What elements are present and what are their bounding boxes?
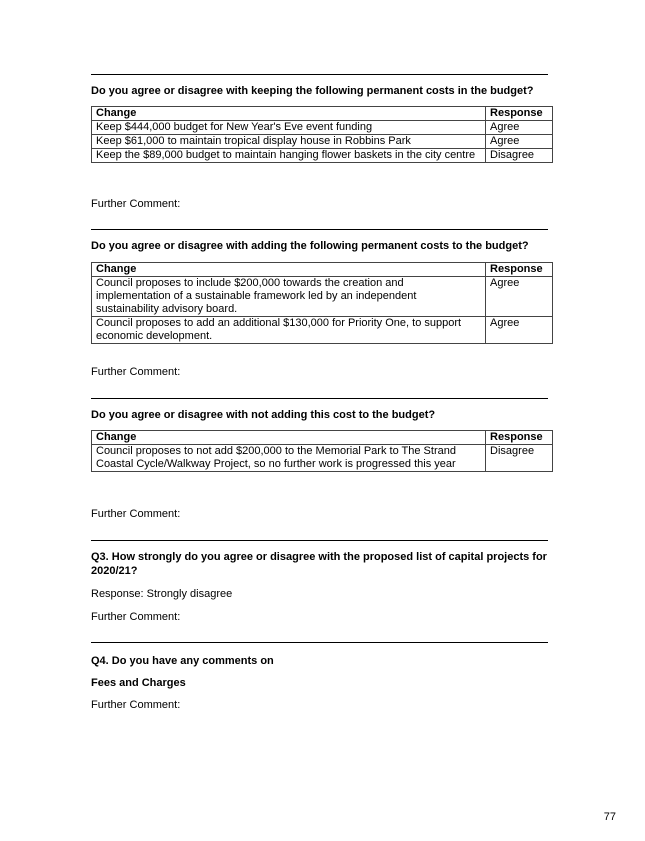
response-table (91, 430, 553, 472)
response-cell: Agree (486, 135, 553, 149)
further-comment-label: Further Comment: (91, 366, 181, 378)
question-heading: Do you agree or disagree with adding the following permanent costs to the budget? (91, 240, 529, 252)
response-text: Response: Strongly disagree (91, 588, 233, 600)
response-cell: Disagree (486, 149, 553, 163)
page-number: 77 (603, 811, 616, 823)
question-heading: Q3. How strongly do you agree or disagree with the proposed list of capital projects for 2020/21? (91, 551, 547, 577)
table-row (92, 277, 553, 317)
response-cell: Agree (486, 277, 553, 317)
section-divider (91, 74, 548, 75)
table-header-row (92, 431, 553, 445)
table-header-row (92, 107, 553, 121)
change-cell: Keep the $89,000 budget to maintain hanging flower baskets in the city centre (92, 149, 486, 163)
subheading: Fees and Charges (91, 677, 186, 689)
section-divider (91, 398, 548, 399)
column-header-change: Change (92, 263, 486, 277)
table-header-row (92, 263, 553, 277)
column-header-response: Response (486, 107, 553, 121)
table-row (92, 445, 553, 472)
change-cell: Council proposes to include $200,000 towards the creation and implementation of a sustainable framework led by an independent sustainability advisory board. (92, 277, 486, 317)
change-cell: Council proposes to add an additional $130,000 for Priority One, to support economic development. (92, 317, 486, 344)
column-header-response: Response (486, 431, 553, 445)
section-divider (91, 229, 548, 230)
change-cell: Keep $444,000 budget for New Year's Eve event funding (92, 121, 486, 135)
response-cell: Agree (486, 317, 553, 344)
question-heading: Do you agree or disagree with not adding this cost to the budget? (91, 409, 436, 421)
column-header-change: Change (92, 431, 486, 445)
response-table (91, 106, 553, 163)
column-header-change: Change (92, 107, 486, 121)
further-comment-label: Further Comment: (91, 198, 181, 210)
change-cell: Keep $61,000 to maintain tropical display house in Robbins Park (92, 135, 486, 149)
change-cell: Council proposes to not add $200,000 to the Memorial Park to The Strand Coastal Cycle/Walkway Project, so no further work is progressed this year (92, 445, 486, 472)
table-row (92, 149, 553, 163)
section-divider (91, 642, 548, 643)
response-cell: Agree (486, 121, 553, 135)
further-comment-label: Further Comment: (91, 508, 181, 520)
response-table (91, 262, 553, 344)
table-row (92, 135, 553, 149)
question-heading: Do you agree or disagree with keeping the following permanent costs in the budget? (91, 85, 534, 97)
further-comment-label: Further Comment: (91, 611, 181, 623)
column-header-response: Response (486, 263, 553, 277)
further-comment-label: Further Comment: (91, 699, 181, 711)
section-divider (91, 540, 548, 541)
table-row (92, 317, 553, 344)
table-row (92, 121, 553, 135)
response-cell: Disagree (486, 445, 553, 472)
question-heading: Q4. Do you have any comments on (91, 655, 274, 667)
